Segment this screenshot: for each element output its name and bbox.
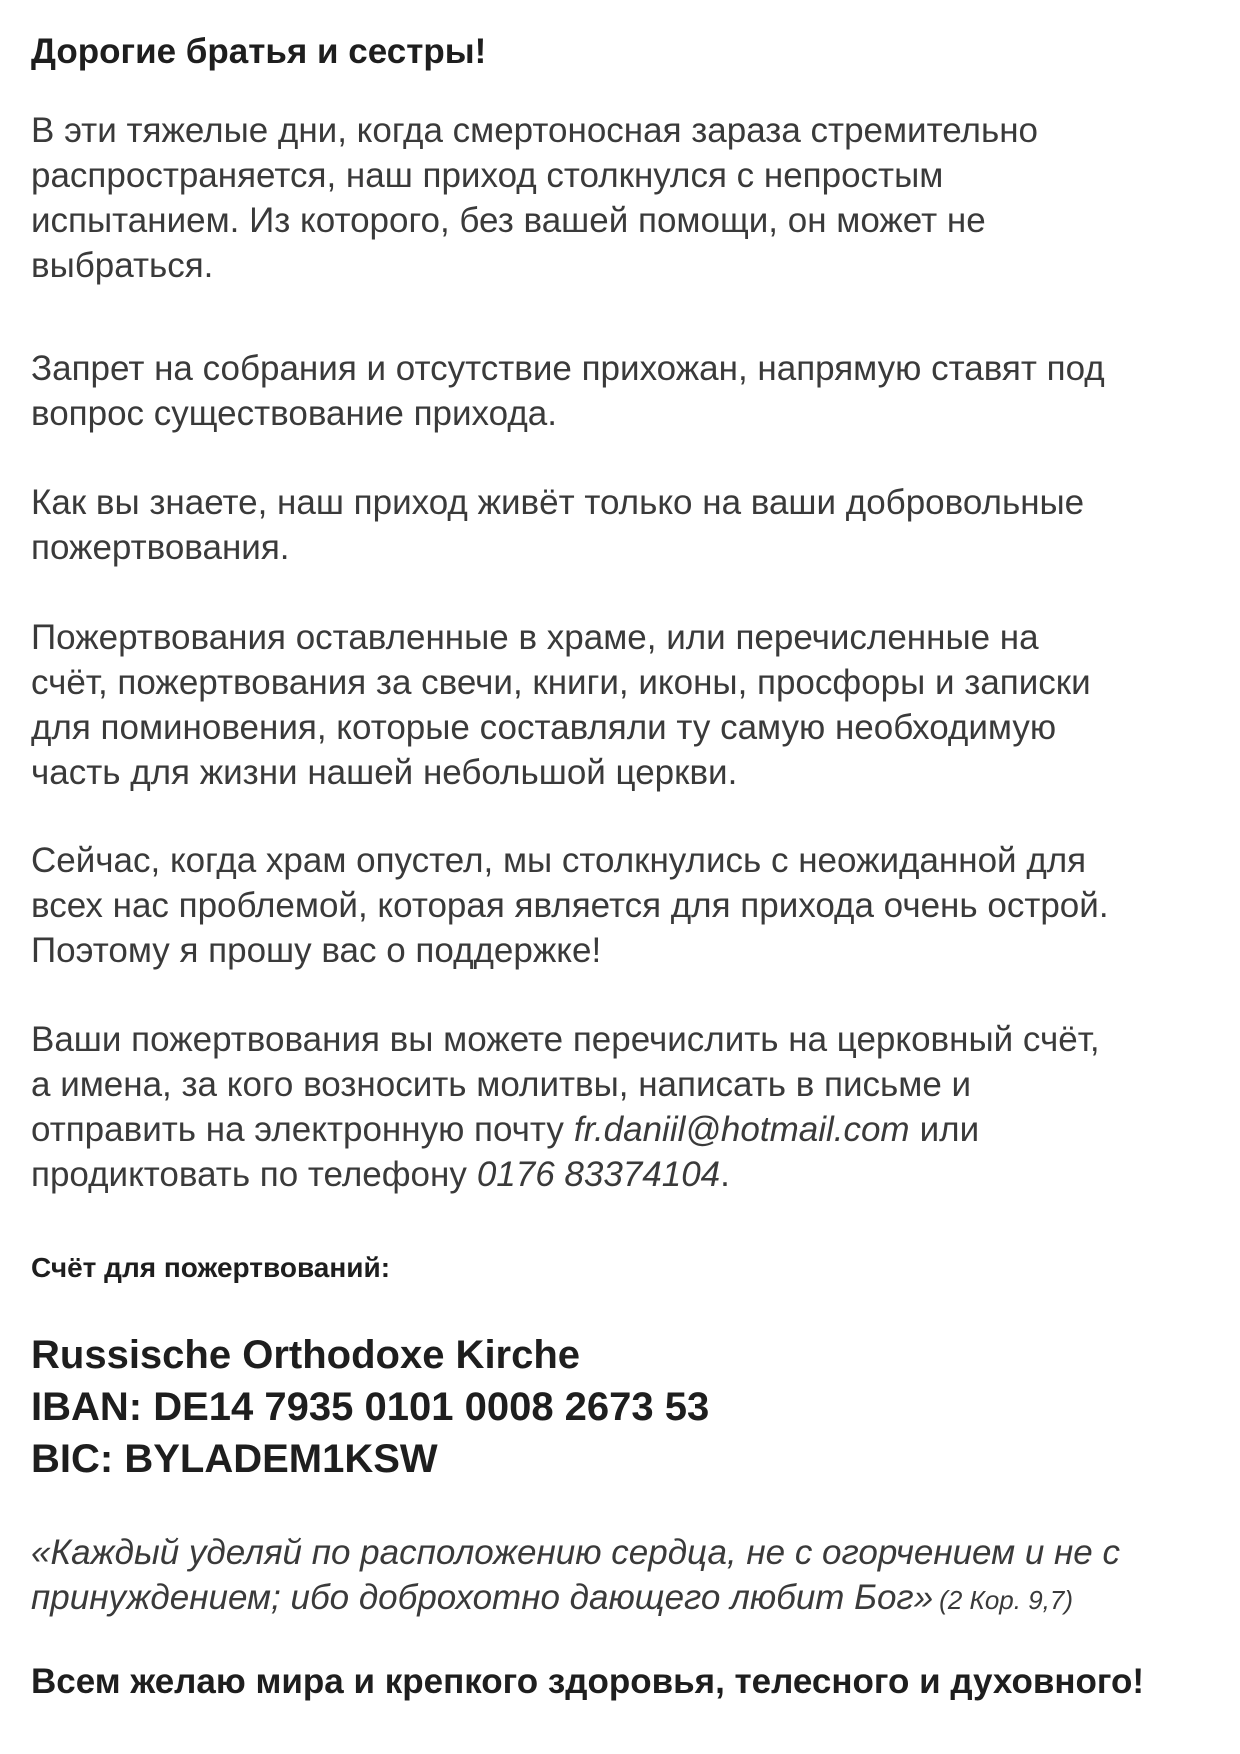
paragraph-line: распространяется, наш приход столкнулся с непростым	[31, 156, 944, 195]
paragraph-line: Поэтому я прошу вас о поддержке!	[31, 931, 602, 970]
quote-line	[31, 1575, 1120, 1623]
paragraph-line: Ваши пожертвования вы можете перечислить на церковный счёт,	[31, 1020, 1100, 1059]
paragraph-line: для поминовения, которые составляли ту самую необходимую	[31, 708, 1057, 747]
quote-line: «Каждый уделяй по расположению сердца, не с огорчением и не с	[31, 1533, 1120, 1572]
account-bic: BIC: BYLADEM1KSW	[31, 1437, 438, 1481]
email-prefix: отправить на электронную почту	[31, 1110, 564, 1149]
scripture-quote	[31, 1530, 1120, 1623]
bank-details	[31, 1329, 709, 1485]
quote-text: принуждением; ибо доброхотно дающего любит Бог»	[31, 1578, 934, 1617]
paragraph-line: Пожертвования оставленные в храме, или перечисленные на	[31, 618, 1039, 657]
paragraph-request	[31, 838, 1109, 973]
email-suffix: или	[919, 1110, 980, 1149]
paragraph-line	[31, 1107, 1100, 1152]
letter-greeting: Дорогие братья и сестры!	[31, 32, 487, 71]
paragraph-line: В эти тяжелые дни, когда смертоносная зараза стремительно	[31, 111, 1039, 150]
paragraph-line: Запрет на собрания и отсутствие прихожан, напрямую ставят под	[31, 349, 1105, 388]
account-iban: IBAN: DE14 7935 0101 0008 2673 53	[31, 1385, 710, 1429]
email-address[interactable]: fr.daniil@hotmail.com	[573, 1110, 910, 1149]
phone-prefix: продиктовать по телефону	[31, 1155, 467, 1194]
paragraph-line: выбраться.	[31, 246, 214, 285]
closing-wish: Всем желаю мира и крепкого здоровья, телесного и духовного!	[31, 1662, 1145, 1701]
phone-suffix: .	[720, 1155, 730, 1194]
phone-number[interactable]: 0176 83374104	[476, 1155, 721, 1194]
paragraph-line: пожертвования.	[31, 528, 290, 567]
paragraph-how-to-donate	[31, 1017, 1100, 1197]
paragraph-line: а имена, за кого возносить молитвы, написать в письме и	[31, 1065, 972, 1104]
paragraph-line: испытанием. Из которого, без вашей помощи, он может не	[31, 201, 986, 240]
paragraph-line: вопрос существование прихода.	[31, 394, 557, 433]
paragraph-line: счёт, пожертвования за свечи, книги, иконы, просфоры и записки	[31, 663, 1091, 702]
paragraph-ban	[31, 346, 1105, 436]
paragraph-situation	[31, 108, 1038, 288]
paragraph-line: Как вы знаете, наш приход живёт только на ваши добровольные	[31, 483, 1085, 522]
paragraph-donation-sources	[31, 615, 1091, 795]
account-label: Счёт для пожертвований:	[31, 1252, 391, 1283]
paragraph-line: Сейчас, когда храм опустел, мы столкнулись с неожиданной для	[31, 841, 1087, 880]
paragraph-line: всех нас проблемой, которая является для прихода очень острой.	[31, 886, 1109, 925]
paragraph-line	[31, 1152, 1100, 1197]
account-holder: Russische Orthodoxe Kirche	[31, 1333, 581, 1377]
quote-reference: (2 Кор. 9,7)	[939, 1585, 1073, 1615]
paragraph-donations-only	[31, 480, 1084, 570]
paragraph-line: часть для жизни нашей небольшой церкви.	[31, 753, 738, 792]
